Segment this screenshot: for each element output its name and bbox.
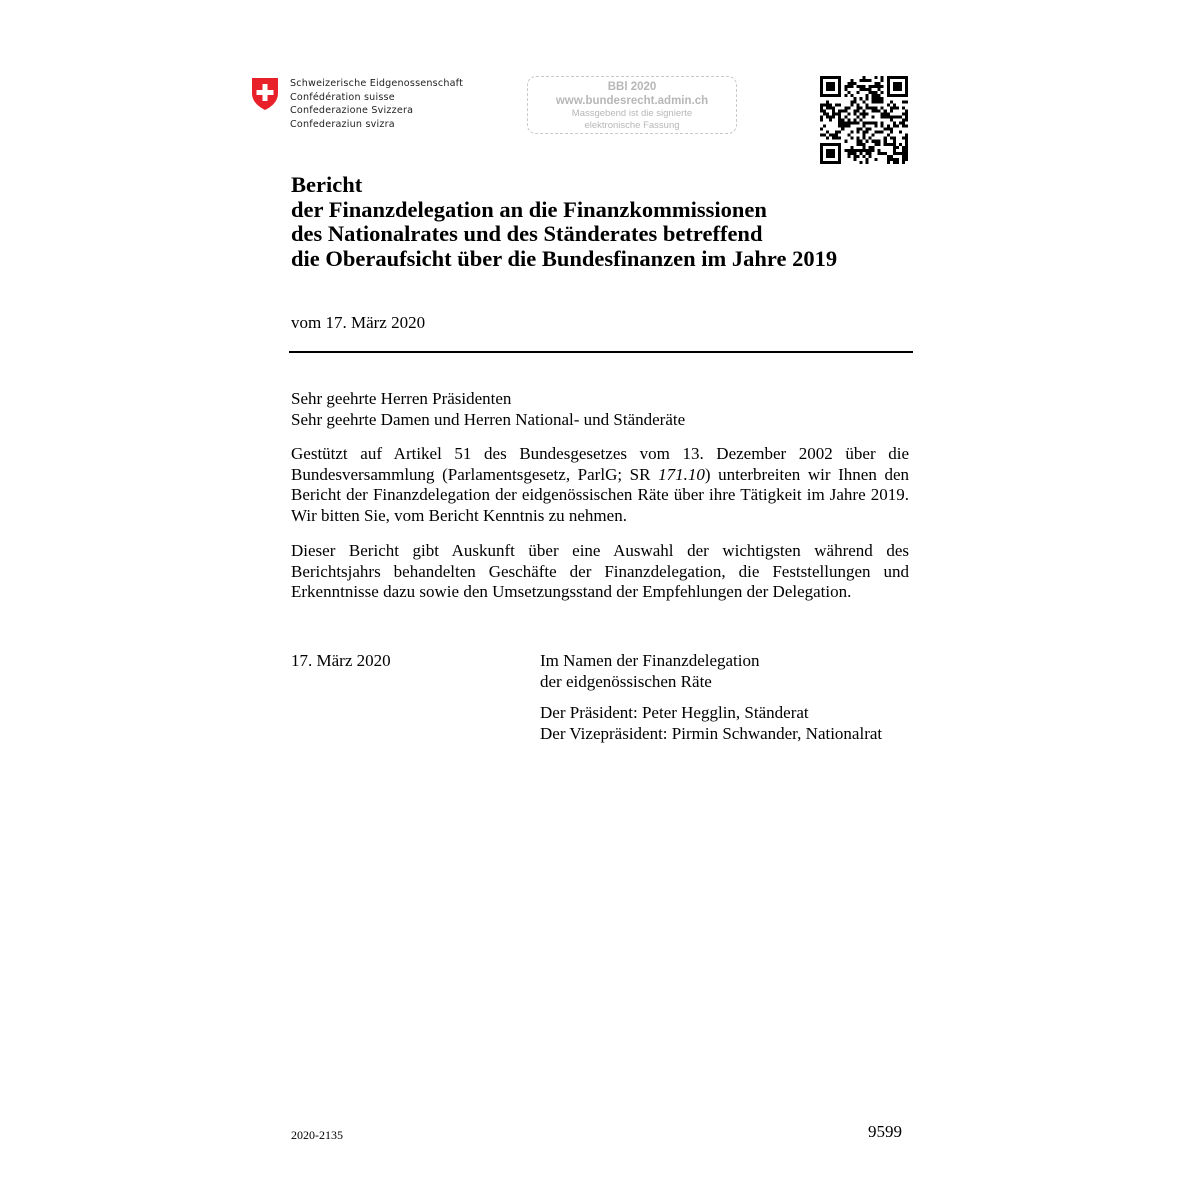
federation-name-it: Confederazione Svizzera [290,105,414,116]
signature-president: Der Präsident: Peter Hegglin, Ständerat [540,703,809,722]
stamp-line-4: elektronische Fassung [584,120,680,131]
document-id: 2020-2135 [291,1128,343,1142]
title-line-2: der Finanzdelegation an die Finanzkommissionen [291,196,767,222]
title-line-1: Bericht [291,172,363,197]
report-date: vom 17. März 2020 [291,313,426,332]
qr-code-icon [820,76,908,164]
salutation-line-2: Sehr geehrte Damen und Herren National- und Ständeräte [291,409,686,429]
signature-line-1: Im Namen der Finanzdelegation [540,651,760,670]
stamp-line-3: Massgebend ist die signierte [571,108,693,119]
stamp-line-1: BBl 2020 [607,81,657,93]
signature-block [540,651,920,744]
salutation-line-1: Sehr geehrte Herren Präsidenten [291,389,512,408]
paragraph-2: Dieser Bericht gibt Auskunft über eine Auswahl der wichtigsten während des Berichtsjahrs behandelten Geschäfte der Finanzdelegation, die Feststellungen und Erkenntnisse dazu sowie den Umsetzungsstand der Empfehlungen der Delegation. [291,541,909,601]
federation-name-rm: Confederaziun svizra [290,118,395,130]
federation-name-fr: Confédération suisse [290,91,395,103]
federation-names [290,77,463,131]
paragraph-1-text-b: ) unterbreiten wir Ihnen den Bericht der Finanzdelegation der eidgenössischen Räte über ihre Tätigkeit im Jahre 2019. Wir bitten Sie, vom Bericht Kenntnis zu nehmen. [291,464,909,525]
title-line-3: des Nationalrates und des Ständerates betreffend [291,221,763,246]
signature-vice-president: Der Vizepräsident: Pirmin Schwander, Nationalrat [540,723,883,743]
paragraph-1-text-a: Gestützt auf Artikel 51 des Bundesgesetzes vom 13. Dezember 2002 über die Bundesversammlung (Parlamentsgesetz, ParlG; SR [291,444,909,484]
signature-date: 17. März 2020 [291,651,391,670]
stamp-line-2: www.bundesrecht.admin.ch [555,95,709,107]
title-line-4: die Oberaufsicht über die Bundesfinanzen im Jahre 2019 [291,245,838,271]
salutation [291,389,911,430]
page-number: 9599 [868,1122,902,1141]
title-divider [289,351,913,353]
federation-name-de: Schweizerische Eidgenossenschaft [290,78,464,89]
signature-line-2: der eidgenössischen Räte [540,671,712,691]
swiss-cross-icon [251,77,279,111]
sr-number: 171.10 [658,464,705,484]
report-title [291,173,837,271]
bbl-stamp [527,76,737,134]
paragraph-1 [291,444,909,526]
